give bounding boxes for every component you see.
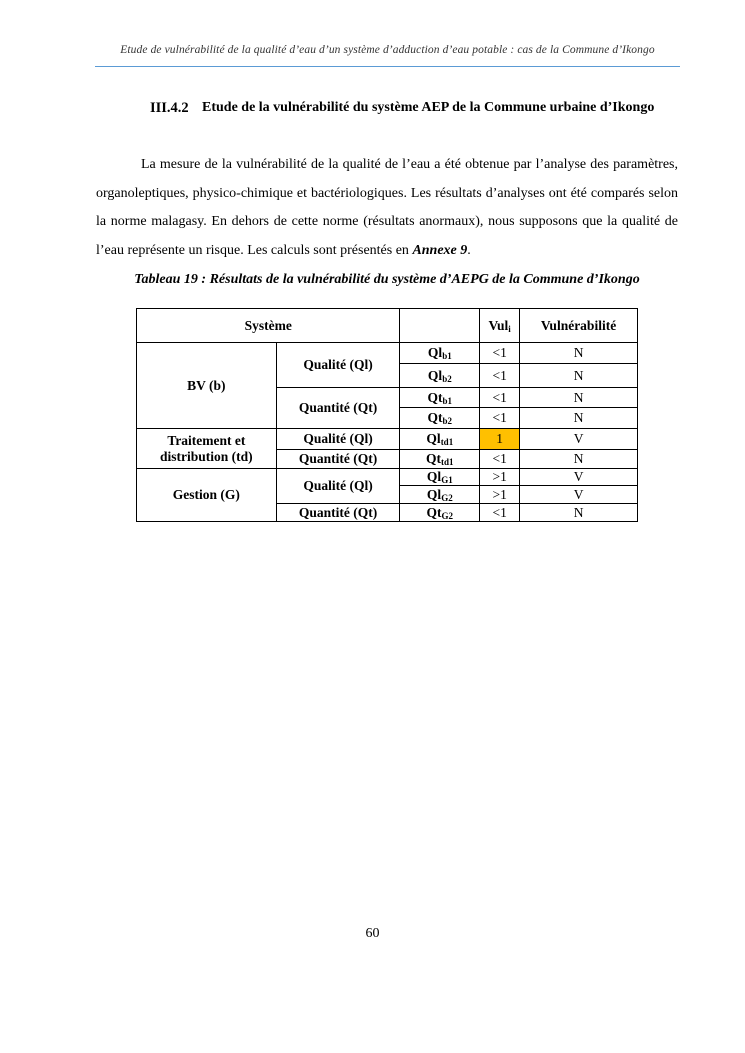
row-code: $Ql_{b1}$ (400, 343, 480, 364)
row-result: N (520, 364, 638, 388)
header-vul (480, 309, 520, 343)
row-code: $Qt_{td1}$ (400, 450, 480, 469)
section-number: III.4.2 (150, 100, 189, 116)
row-vul-highlighted: 1 (480, 429, 520, 450)
section-title: Etude de la vulnérabilité du système AEP de la Commune urbaine d’Ikongo (202, 100, 655, 115)
sub-bv-quantity: Quantité (Qt) (276, 388, 400, 429)
row-result: N (520, 343, 638, 364)
sub-td-quantity: Quantité (Qt) (276, 450, 400, 469)
sub-bv-quality: Qualité (Ql) (276, 343, 400, 388)
row-code: $Ql_{G2}$ (400, 486, 480, 504)
group-bv: BV (b) (137, 343, 277, 429)
row-code: $Qt_{b2}$ (400, 408, 480, 429)
annex-reference: Annexe 9 (412, 242, 468, 258)
page-number: 60 (365, 926, 380, 941)
header-vul-base: Vul (488, 317, 509, 333)
row-code: $Ql_{td1}$ (400, 429, 480, 450)
header-vulnerabilite: Vulnérabilité (520, 309, 638, 343)
row-result: N (520, 450, 638, 469)
table-header-row (137, 309, 638, 343)
row-result: N (520, 388, 638, 408)
row-result: V (520, 469, 638, 486)
row-vul: >1 (480, 469, 520, 486)
row-code: $Qt_{G2}$ (400, 504, 480, 522)
paragraph-end: . (467, 242, 471, 258)
table-row (137, 469, 638, 486)
row-result: V (520, 429, 638, 450)
row-code: $Ql_{b2}$ (400, 364, 480, 388)
table-row (137, 343, 638, 364)
row-result: N (520, 504, 638, 522)
section-heading (150, 95, 678, 121)
row-code: $Ql_{G1}$ (400, 469, 480, 486)
row-vul: <1 (480, 408, 520, 429)
row-vul: <1 (480, 450, 520, 469)
header-systeme: Système (137, 309, 400, 343)
sub-g-quantity: Quantité (Qt) (276, 504, 400, 522)
group-td: Traitement et distribution (td) (137, 429, 277, 469)
row-result: N (520, 408, 638, 429)
row-vul: <1 (480, 343, 520, 364)
table-row (137, 429, 638, 450)
results-table (136, 308, 638, 522)
table-caption: Tableau 19 : Résultats de la vulnérabilité du système d’AEPG de la Commune d’Ikongo (134, 272, 640, 287)
group-gestion: Gestion (G) (137, 469, 277, 522)
sub-g-quality: Qualité (Ql) (276, 469, 400, 504)
row-result: V (520, 486, 638, 504)
row-vul: <1 (480, 504, 520, 522)
header-vul-sub: i (508, 323, 511, 334)
paragraph-text: La mesure de la vulnérabilité de la qualité de l’eau a été obtenue par l’analyse des paramètres, organoleptiques, physico-chimique et bactériologiques. Les résultats d’analyses ont été comparés selon la norme malagasy. En dehors de cette norme (résultats anormaux), nous supposons que la qualité de l’eau représente un risque. Les calculs sont présentés en (96, 157, 678, 258)
body-paragraph (96, 151, 678, 265)
row-vul: <1 (480, 364, 520, 388)
row-vul: <1 (480, 388, 520, 408)
header-code (400, 309, 480, 343)
header-rule (95, 66, 680, 67)
row-vul: >1 (480, 486, 520, 504)
running-header: Etude de vulnérabilité de la qualité d’eau d’un système d’adduction d’eau potable : cas de la Commune d’Ikongo (120, 44, 655, 56)
row-code: $Qt_{b1}$ (400, 388, 480, 408)
sub-td-quality: Qualité (Ql) (276, 429, 400, 450)
